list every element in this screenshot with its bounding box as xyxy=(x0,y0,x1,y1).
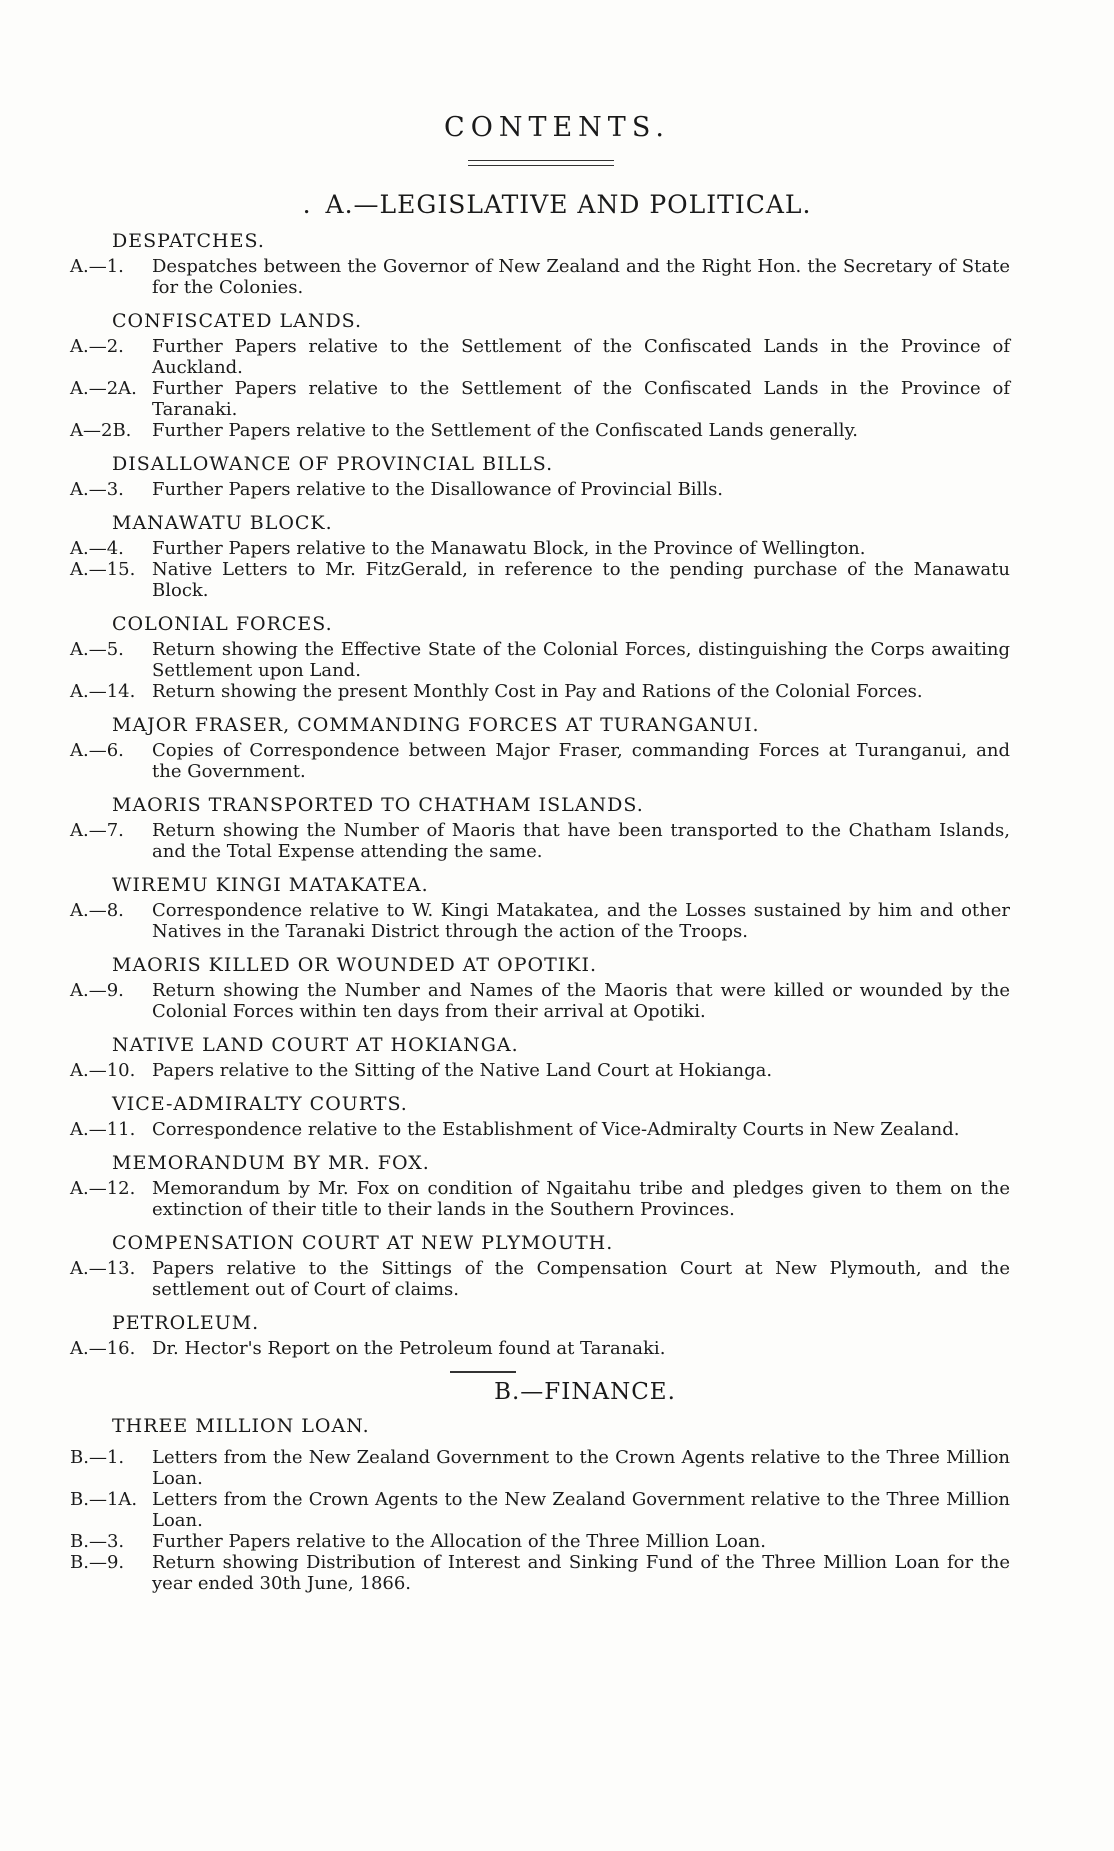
entry-code: B.—3. xyxy=(70,1531,125,1552)
contents-entry xyxy=(70,1531,1010,1552)
entry-text: Further Papers relative to the Manawatu Block, in the Province of Wellington. xyxy=(152,538,866,559)
entry-text: Further Papers relative to the Allocation of the Three Million Loan. xyxy=(152,1531,766,1552)
contents-group xyxy=(70,714,1010,782)
group-heading: DESPATCHES. xyxy=(112,230,265,252)
title-divider xyxy=(468,160,614,166)
entry-text: Despatches between the Governor of New Zealand and the Right Hon. the Secretary of State for the Colonies. xyxy=(152,256,1010,298)
group-heading: VICE-ADMIRALTY COURTS. xyxy=(112,1093,408,1115)
entry-text: Papers relative to the Sitting of the Native Land Court at Hokianga. xyxy=(152,1060,773,1081)
entry-code: A.—13. xyxy=(70,1258,136,1279)
entry-code: A—2B. xyxy=(70,420,132,441)
contents-entry xyxy=(70,420,1010,441)
contents-body xyxy=(70,230,1010,1606)
contents-entry xyxy=(70,1447,1010,1489)
section-a-groups xyxy=(70,230,1010,1359)
entry-code: A.—11. xyxy=(70,1119,136,1140)
contents-entry xyxy=(70,1489,1010,1531)
group-heading: MAORIS TRANSPORTED TO CHATHAM ISLANDS. xyxy=(112,794,644,816)
entry-text: Correspondence relative to the Establishment of Vice-Admiralty Courts in New Zealand. xyxy=(152,1119,960,1140)
contents-entry xyxy=(70,336,1010,378)
contents-group xyxy=(70,1152,1010,1220)
entry-code: A.—10. xyxy=(70,1060,136,1081)
entry-text: Return showing the Effective State of the Colonial Forces, distinguishing the Corps awaiting Settlement upon Land. xyxy=(152,639,1010,681)
contents-entry xyxy=(70,479,1010,500)
entry-code: B.—1. xyxy=(70,1447,125,1468)
group-heading: MAORIS KILLED OR WOUNDED AT OPOTIKI. xyxy=(112,954,597,976)
entry-text: Memorandum by Mr. Fox on condition of Ngaitahu tribe and pledges given to them on the extinction of their title to their lands in the Southern Provinces. xyxy=(152,1178,1010,1220)
entry-code: A.—16. xyxy=(70,1338,136,1359)
section-a-label: A.—LEGISLATIVE AND POLITICAL. xyxy=(325,190,812,219)
contents-group xyxy=(70,512,1010,601)
section-divider xyxy=(450,1371,516,1373)
stray-dot: . xyxy=(302,190,312,219)
entry-text: Copies of Correspondence between Major Fraser, commanding Forces at Turanganui, and the Government. xyxy=(152,740,1010,782)
contents-entry xyxy=(70,1060,1010,1081)
contents-entry xyxy=(70,538,1010,559)
entry-text: Native Letters to Mr. FitzGerald, in reference to the pending purchase of the Manawatu Block. xyxy=(152,559,1010,601)
entry-text: Letters from the Crown Agents to the New Zealand Government relative to the Three Million Loan. xyxy=(152,1489,1010,1531)
contents-group xyxy=(70,613,1010,702)
entry-code: A.—14. xyxy=(70,681,136,702)
contents-group xyxy=(70,954,1010,1022)
entry-code: A.—9. xyxy=(70,980,124,1001)
entry-code: A.—8. xyxy=(70,900,124,921)
entry-text: Return showing Distribution of Interest and Sinking Fund of the Three Million Loan for the year ended 30th June, 1866. xyxy=(152,1552,1010,1594)
group-heading: DISALLOWANCE OF PROVINCIAL BILLS. xyxy=(112,453,554,475)
contents-group xyxy=(70,453,1010,500)
contents-entry xyxy=(70,256,1010,298)
contents-group xyxy=(70,1093,1010,1140)
section-b-group xyxy=(70,1415,1010,1594)
entry-code: B.—1A. xyxy=(70,1489,138,1510)
contents-entry xyxy=(70,559,1010,601)
entry-text: Correspondence relative to W. Kingi Matakatea, and the Losses sustained by him and other Natives in the Taranaki District through the action of the Troops. xyxy=(152,900,1010,942)
entry-code: A.—2. xyxy=(70,336,124,357)
contents-entry xyxy=(70,980,1010,1022)
entry-code: A.—1. xyxy=(70,256,124,277)
entry-text: Return showing the present Monthly Cost in Pay and Rations of the Colonial Forces. xyxy=(152,681,923,702)
contents-entry xyxy=(70,1258,1010,1300)
contents-entry xyxy=(70,639,1010,681)
contents-entry xyxy=(70,820,1010,862)
entry-code: A.—15. xyxy=(70,559,136,580)
group-heading: COMPENSATION COURT AT NEW PLYMOUTH. xyxy=(112,1232,614,1254)
entries-list xyxy=(70,1447,1010,1594)
contents-entry xyxy=(70,1338,1010,1359)
page-title: CONTENTS. xyxy=(444,112,670,143)
group-heading: WIREMU KINGI MATAKATEA. xyxy=(112,874,429,896)
contents-group xyxy=(70,1232,1010,1300)
entry-text: Return showing the Number and Names of the Maoris that were killed or wounded by the Colonial Forces within ten days from their arrival at Opotiki. xyxy=(152,980,1010,1022)
entry-text: Further Papers relative to the Settlement of the Confiscated Lands in the Province of Taranaki. xyxy=(152,378,1010,420)
group-heading: PETROLEUM. xyxy=(112,1312,260,1334)
group-heading: MANAWATU BLOCK. xyxy=(112,512,333,534)
entry-code: A.—2A. xyxy=(70,378,137,399)
contents-group xyxy=(70,874,1010,942)
section-a-heading xyxy=(0,190,1114,219)
entry-code: A.—5. xyxy=(70,639,124,660)
entry-code: A.—4. xyxy=(70,538,124,559)
entry-text: Return showing the Number of Maoris that have been transported to the Chatham Islands, and the Total Expense attending the same. xyxy=(152,820,1010,862)
entry-code: B.—9. xyxy=(70,1552,125,1573)
contents-group xyxy=(70,794,1010,862)
contents-entry xyxy=(70,740,1010,782)
entry-text: Dr. Hector's Report on the Petroleum found at Taranaki. xyxy=(152,1338,666,1359)
contents-group xyxy=(70,230,1010,298)
group-heading: MEMORANDUM BY MR. FOX. xyxy=(112,1152,430,1174)
entry-text: Letters from the New Zealand Government to the Crown Agents relative to the Three Million Loan. xyxy=(152,1447,1010,1489)
entry-text: Further Papers relative to the Settlement of the Confiscated Lands in the Province of Auckland. xyxy=(152,336,1010,378)
group-heading: THREE MILLION LOAN. xyxy=(112,1415,370,1437)
group-heading: CONFISCATED LANDS. xyxy=(112,310,363,332)
entry-text: Further Papers relative to the Settlement of the Confiscated Lands generally. xyxy=(152,420,858,441)
section-b-heading: B.—FINANCE. xyxy=(494,1379,676,1405)
contents-entry xyxy=(70,1119,1010,1140)
group-heading: MAJOR FRASER, COMMANDING FORCES AT TURANGANUI. xyxy=(112,714,760,736)
group-heading: COLONIAL FORCES. xyxy=(112,613,333,635)
entry-code: A.—12. xyxy=(70,1178,136,1199)
contents-entry xyxy=(70,900,1010,942)
contents-group xyxy=(70,1034,1010,1081)
entry-code: A.—3. xyxy=(70,479,124,500)
group-heading: NATIVE LAND COURT AT HOKIANGA. xyxy=(112,1034,519,1056)
contents-entry xyxy=(70,681,1010,702)
entry-text: Further Papers relative to the Disallowance of Provincial Bills. xyxy=(152,479,724,500)
contents-entry xyxy=(70,1178,1010,1220)
entry-text: Papers relative to the Sittings of the Compensation Court at New Plymouth, and the settlement out of Court of claims. xyxy=(152,1258,1010,1300)
contents-group xyxy=(70,1312,1010,1359)
contents-entry xyxy=(70,378,1010,420)
contents-entry xyxy=(70,1552,1010,1594)
contents-group xyxy=(70,310,1010,441)
entry-code: A.—7. xyxy=(70,820,124,841)
entry-code: A.—6. xyxy=(70,740,124,761)
